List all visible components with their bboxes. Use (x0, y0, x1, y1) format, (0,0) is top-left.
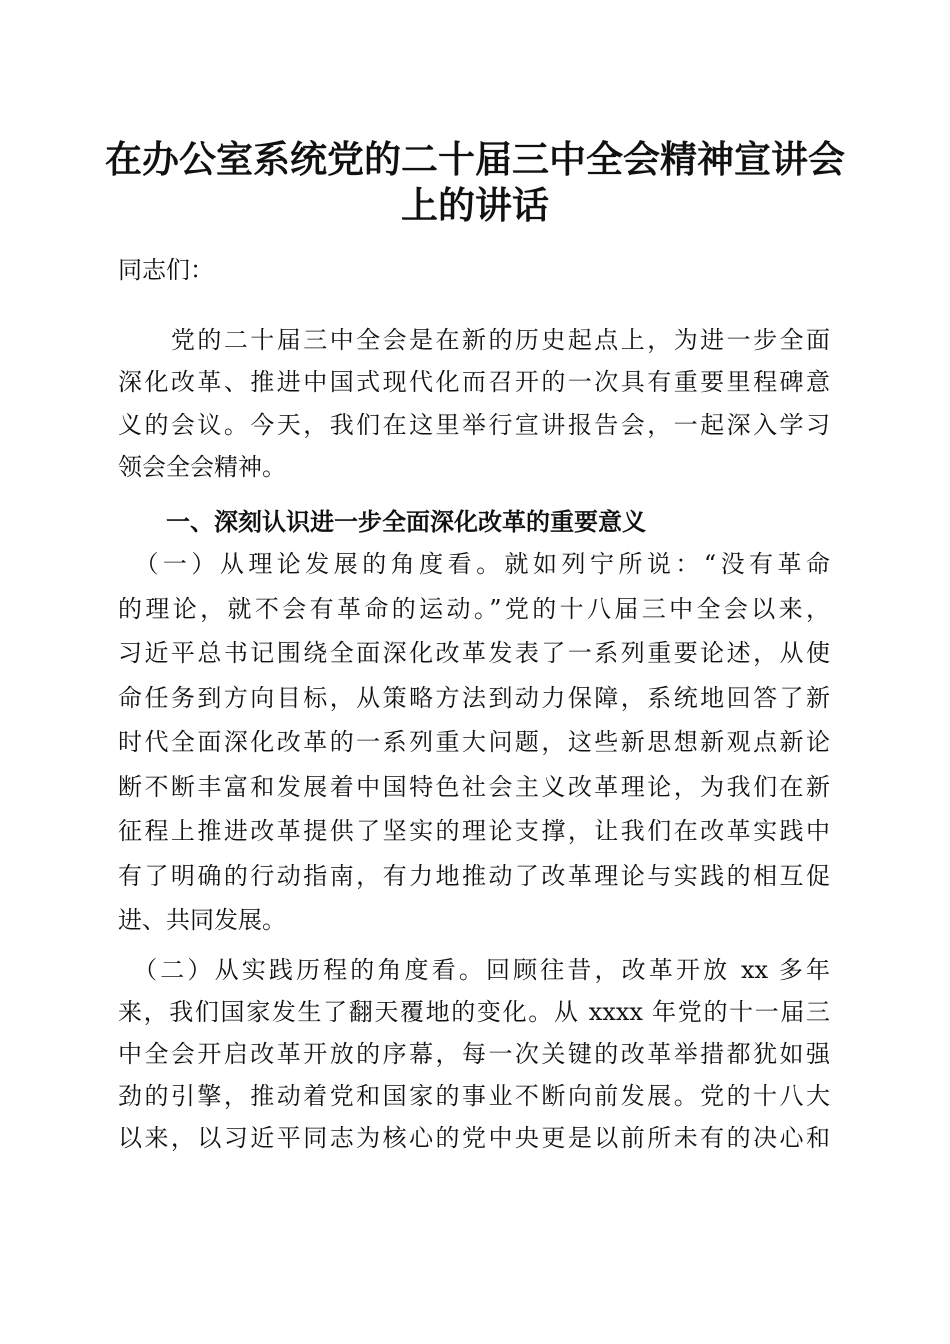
paragraph-line: 中全会开启改革开放的序幕，每一次关键的改革举措都犹如强 (118, 1040, 830, 1068)
paragraph-line: 来，我们国家发生了翻天覆地的变化。从 xxxx 年党的十一届三 (118, 998, 830, 1026)
paragraph-line: 的理论，就不会有革命的运动。”党的十八届三中全会以来， (118, 594, 830, 623)
paragraph-line: 深化改革、推进中国式现代化而召开的一次具有重要里程碑意 (118, 368, 830, 397)
paragraph-2 (118, 542, 830, 943)
paragraph-line: 义的会议。今天，我们在这里举行宣讲报告会，一起深入学习 (118, 410, 830, 439)
document-title-line-1: 在办公室系统党的二十届三中全会精神宣讲会 (105, 137, 845, 181)
paragraph-line: 命任务到方向目标，从策略方法到动力保障，系统地回答了新 (118, 683, 830, 712)
paragraph-line: 征程上推进改革提供了坚实的理论支撑，让我们在改革实践中 (118, 817, 830, 845)
paragraph-line: 劲的引擎，推动着党和国家的事业不断向前发展。党的十八大 (118, 1082, 830, 1110)
paragraph-line: 时代全面深化改革的一系列重大问题，这些新思想新观点新论 (118, 728, 830, 756)
paragraph-line: 进、共同发展。 (118, 906, 286, 934)
paragraph-line: 党的二十届三中全会是在新的历史起点上，为进一步全面 (118, 326, 830, 354)
greeting-text: 同志们： (118, 256, 214, 284)
paragraph-line: 断不断丰富和发展着中国特色社会主义改革理论，为我们在新 (118, 772, 830, 801)
paragraph-3 (118, 949, 830, 1159)
paragraph-line: （二）从实践历程的角度看。回顾往昔，改革开放 xx 多年 (118, 956, 830, 984)
document-title-line-2: 上的讲话 (401, 183, 549, 227)
paragraph-line: 有了明确的行动指南，有力地推动了改革理论与实践的相互促 (118, 861, 830, 890)
paragraph-line: 以来，以习近平同志为核心的党中央更是以前所未有的决心和 (118, 1124, 830, 1152)
section-heading-text: 一、深刻认识进一步全面深化改革的重要意义 (118, 507, 646, 536)
paragraph-1 (118, 319, 830, 488)
paragraph-line: 习近平总书记围绕全面深化改革发表了一系列重要论述，从使 (118, 639, 830, 667)
paragraph-line: （一）从理论发展的角度看。就如列宁所说：“没有革命 (118, 550, 830, 578)
greeting (118, 250, 830, 290)
paragraph-line: 领会全会精神。 (118, 452, 286, 481)
section-heading-1 (118, 501, 830, 543)
